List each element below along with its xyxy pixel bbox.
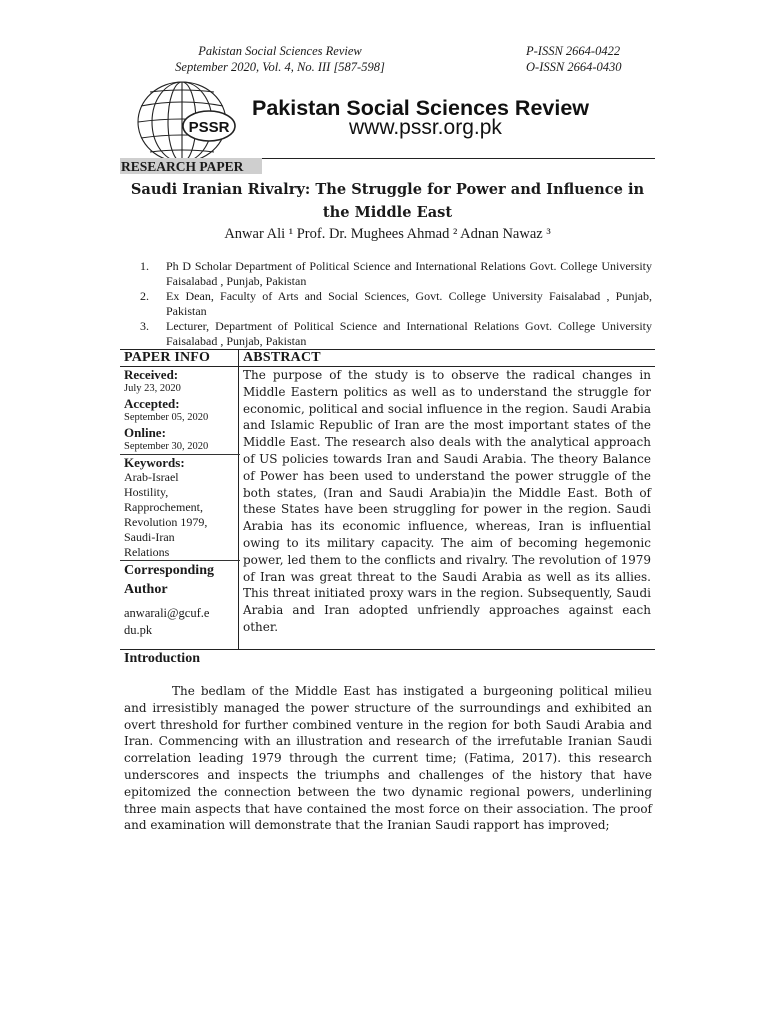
introduction-heading: Introduction bbox=[124, 651, 200, 666]
introduction-text: The bedlam of the Middle East has instigated a burgeoning political milieu and irresistibly managed the power structure of the surroundings and exhibited an overt threshold for further combined venture in the region for both Saudi Arabia and Iran. Commencing with an illustration and research of the irrefutable Iranian Saudi correlation leading 1979 through the current time; (Fatima, 2017). this research underscores and inspects the triumphs and challenges of the history that have epitomized the connection between the two dynamic regional powers, underlining three main aspects that have contained the most force on their association. The proof and examination will demonstrate that the Iranian Saudi rapport has improved; bbox=[124, 684, 652, 833]
section-label: RESEARCH PAPER bbox=[120, 158, 262, 174]
online-issn: O-ISSN 2664-0430 bbox=[526, 60, 622, 74]
table-column-divider bbox=[238, 349, 239, 649]
abstract-heading: ABSTRACT bbox=[243, 350, 321, 365]
keyword: Rapprochement, bbox=[124, 500, 203, 514]
author-email[interactable]: du.pk bbox=[124, 623, 153, 637]
issue-info: September 2020, Vol. 4, No. III [587-598] bbox=[175, 60, 385, 74]
accepted-date: September 05, 2020 bbox=[124, 412, 209, 423]
paper-info-heading: PAPER INFO bbox=[124, 350, 211, 365]
print-issn: P-ISSN 2664-0422 bbox=[526, 44, 621, 58]
keyword: Arab-Israel bbox=[124, 470, 179, 484]
running-header-right bbox=[526, 43, 666, 75]
paper-info-column bbox=[124, 367, 236, 639]
affiliation-item: 1. Ph D Scholar Department of Political Science and International Relations Govt. College University Faisalabad , Punjab, Pakistan bbox=[140, 259, 652, 288]
keyword: Hostility, bbox=[124, 485, 169, 499]
author-line: Anwar Ali ¹ Prof. Dr. Mughees Ahmad ² Adnan Nawaz ³ bbox=[224, 226, 551, 242]
keyword: Saudi-Iran bbox=[124, 530, 175, 544]
corresponding-label: Author bbox=[124, 582, 168, 597]
table-bottom-rule bbox=[120, 649, 655, 650]
affiliation-item: 3. Lecturer, Department of Political Science and International Relations Govt. College University Faisalabad , Punjab, Pakistan bbox=[140, 319, 652, 348]
logo-url: www.pssr.org.pk bbox=[349, 116, 502, 139]
keywords-label: Keywords: bbox=[124, 455, 185, 470]
author-email[interactable]: anwarali@gcuf.e bbox=[124, 606, 210, 620]
online-label: Online: bbox=[124, 425, 166, 440]
abstract-text: The purpose of the study is to observe the radical changes in Middle Eastern politics as well as to understand the struggle for economic, political and social influence in the region. Saudi Arabia and Islamic Republic of Iran are the most important states of the Middle East. The research also deals with the analytical approach of US policies towards Iran and Saudi Arabia. The theory Balance of Power has been used to understand the power struggle of the both states, (Iran and Saudi Arabia)in the Middle East. Both of these States have been struggling for power in the region. Saudi Arabia has its economic influence, whereas, Iran is influential owing to its military capacity. The aim of becoming hegemonic power, led them to the conflicts and rivalry. The revolution of 1979 of Iran was great threat to the Saudi Arabia as well as its allies. This threat initiated proxy wars in the region. Subsequently, Saudi Arabia and Iran adopted unfriendly approaches against each other. bbox=[243, 368, 651, 634]
affiliation-list bbox=[140, 259, 652, 349]
received-date: July 23, 2020 bbox=[124, 383, 181, 394]
corresponding-label: Corresponding bbox=[124, 563, 214, 578]
affiliation-item: 2. Ex Dean, Faculty of Arts and Social Sciences, Govt. College University Faisalabad , Punjab, Pakistan bbox=[140, 289, 652, 318]
logo-badge: PSSR bbox=[188, 119, 230, 136]
keyword: Relations bbox=[124, 545, 170, 559]
running-header-left bbox=[150, 43, 410, 75]
logo-title: Pakistan Social Sciences Review bbox=[252, 96, 590, 120]
online-date: September 30, 2020 bbox=[124, 441, 209, 452]
paper-title: Saudi Iranian Rivalry: The Struggle for Power and Influence in the Middle East bbox=[130, 181, 645, 221]
pssr-globe-logo bbox=[132, 78, 248, 168]
keyword: Revolution 1979, bbox=[124, 515, 208, 529]
journal-name: Pakistan Social Sciences Review bbox=[198, 44, 362, 58]
accepted-label: Accepted: bbox=[124, 396, 180, 411]
received-label: Received: bbox=[124, 367, 179, 382]
